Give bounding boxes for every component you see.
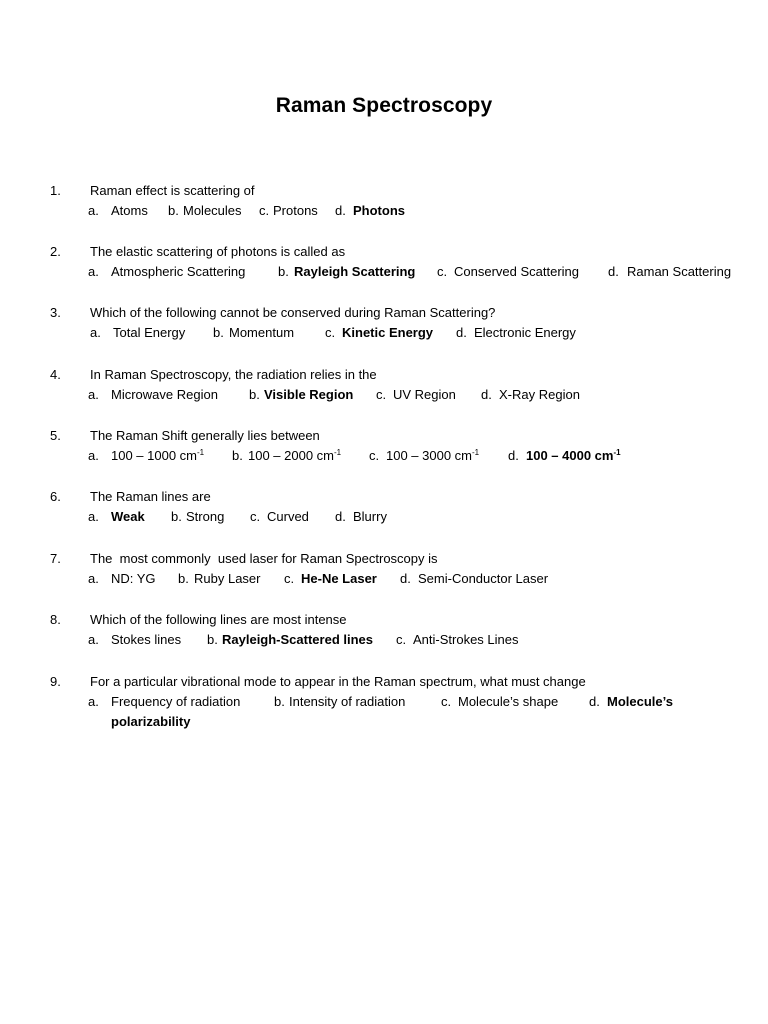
option-text: Intensity of radiation: [289, 694, 406, 709]
option-letter: a.: [90, 325, 101, 340]
option-text: X-Ray Region: [499, 387, 580, 402]
question-8: [0, 610, 768, 650]
option-letter: a.: [88, 632, 99, 647]
question-line: [0, 672, 768, 692]
option-c: [325, 323, 433, 343]
option-letter: c.: [396, 632, 407, 647]
option-b: [171, 507, 224, 527]
option-letter: d.: [608, 264, 619, 279]
option-text: Rayleigh-Scattered lines: [222, 632, 373, 647]
option-text: Rayleigh Scattering: [294, 264, 416, 279]
superscript: -1: [334, 448, 342, 457]
option-letter: b.: [178, 571, 189, 586]
question-number: 1.: [50, 183, 61, 198]
option-b: [278, 262, 415, 282]
question-text: The elastic scattering of photons is called as: [90, 244, 346, 259]
question-text: In Raman Spectroscopy, the radiation relies in the: [90, 367, 377, 382]
question-line: [0, 487, 768, 507]
question-1: [0, 181, 768, 221]
question-number: 2.: [50, 244, 61, 259]
option-b: [249, 385, 353, 405]
option-letter: c.: [284, 571, 295, 586]
question-number: 3.: [50, 305, 61, 320]
option-letter: d.: [481, 387, 492, 402]
question-text: Which of the following lines are most intense: [90, 612, 347, 627]
option-d: [589, 692, 673, 712]
option-b: [232, 446, 341, 466]
option-text: Conserved Scattering: [454, 264, 580, 279]
option-text: Electronic Energy: [474, 325, 576, 340]
option-a: [88, 201, 148, 221]
option-letter: b.: [168, 203, 179, 218]
option-letter: b.: [249, 387, 260, 402]
option-text: Total Energy: [113, 325, 186, 340]
option-d: [608, 262, 731, 282]
option-list: [0, 385, 768, 405]
question-2: [0, 242, 768, 282]
option-c: [376, 385, 456, 405]
question-text: For a particular vibrational mode to appear in the Raman spectrum, what must change: [90, 674, 586, 689]
option-letter: c.: [376, 387, 387, 402]
question-6: [0, 487, 768, 527]
option-letter: b.: [213, 325, 224, 340]
option-text: Atoms: [111, 203, 148, 218]
question-line: [0, 303, 768, 323]
question-7: [0, 549, 768, 589]
option-c: [284, 569, 377, 589]
question-number: 8.: [50, 612, 61, 627]
option-letter: a.: [88, 203, 99, 218]
question-line: [0, 365, 768, 385]
option-d: [508, 446, 621, 466]
question-line: [0, 242, 768, 262]
question-line: [0, 610, 768, 630]
option-list: [0, 262, 768, 282]
option-b: [274, 692, 405, 712]
option-a: [88, 262, 245, 282]
question-line: [0, 181, 768, 201]
question-number: 4.: [50, 367, 61, 382]
option-letter: d.: [400, 571, 411, 586]
question-number: 5.: [50, 428, 61, 443]
option-text: Atmospheric Scattering: [111, 264, 246, 279]
option-d: [335, 507, 387, 527]
option-text: UV Region: [393, 387, 456, 402]
option-letter: b.: [274, 694, 285, 709]
option-letter: a.: [88, 264, 99, 279]
option-a: [88, 446, 204, 466]
option-a: [88, 507, 145, 527]
option-text: Molecule’s shape: [458, 694, 559, 709]
question-text: The most commonly used laser for Raman Spectroscopy is: [90, 551, 438, 566]
option-letter: d.: [508, 448, 519, 463]
option-text: Weak: [111, 509, 145, 524]
option-d: [481, 385, 580, 405]
option-c: [437, 262, 579, 282]
option-d: [335, 201, 405, 221]
question-3: [0, 303, 768, 343]
option-letter: a.: [88, 694, 99, 709]
option-letter: d.: [335, 203, 346, 218]
option-text: 100 – 3000 cm: [386, 448, 473, 463]
option-c: [250, 507, 309, 527]
option-text: Raman Scattering: [627, 264, 732, 279]
option-letter: d.: [335, 509, 346, 524]
option-continuation-text: polarizability: [111, 714, 191, 729]
option-a: [88, 630, 181, 650]
option-text: Kinetic Energy: [342, 325, 434, 340]
option-list: [0, 569, 768, 589]
option-text: Protons: [273, 203, 318, 218]
option-d: [400, 569, 548, 589]
option-text: 100 – 4000 cm: [526, 448, 614, 463]
option-letter: a.: [88, 448, 99, 463]
question-number: 7.: [50, 551, 61, 566]
question-number: 6.: [50, 489, 61, 504]
option-letter: c.: [369, 448, 380, 463]
question-number: 9.: [50, 674, 61, 689]
option-list: [0, 446, 768, 466]
question-line: [0, 426, 768, 446]
option-letter: d.: [456, 325, 467, 340]
option-list: [0, 507, 768, 527]
option-d: [456, 323, 576, 343]
option-continuation: [0, 712, 768, 732]
option-text: Ruby Laser: [194, 571, 261, 586]
option-a: [88, 569, 156, 589]
option-text: Microwave Region: [111, 387, 218, 402]
option-a: [88, 385, 218, 405]
option-list: [0, 630, 768, 650]
superscript: -1: [613, 448, 621, 457]
option-letter: a.: [88, 509, 99, 524]
option-text: Frequency of radiation: [111, 694, 241, 709]
option-letter: a.: [88, 571, 99, 586]
option-c: [369, 446, 479, 466]
option-c: [259, 201, 318, 221]
page-title: Raman Spectroscopy: [275, 94, 493, 117]
option-text: ND: YG: [111, 571, 156, 586]
question-text: The Raman lines are: [90, 489, 211, 504]
option-letter: b.: [207, 632, 218, 647]
superscript: -1: [472, 448, 480, 457]
option-list: [0, 323, 768, 343]
option-text: Molecules: [183, 203, 242, 218]
option-letter: c.: [259, 203, 270, 218]
option-c: [396, 630, 519, 650]
option-letter: c.: [441, 694, 452, 709]
question-5: [0, 426, 768, 466]
option-letter: c.: [437, 264, 448, 279]
option-text: Photons: [353, 203, 405, 218]
option-b: [213, 323, 294, 343]
option-text: Momentum: [229, 325, 295, 340]
option-letter: b.: [278, 264, 289, 279]
option-text: Curved: [267, 509, 309, 524]
option-letter: c.: [250, 509, 261, 524]
option-text: Semi-Conductor Laser: [418, 571, 549, 586]
option-list: [0, 692, 768, 712]
option-c: [441, 692, 558, 712]
option-text: Strong: [186, 509, 225, 524]
question-text: Which of the following cannot be conserved during Raman Scattering?: [90, 305, 496, 320]
question-4: [0, 365, 768, 405]
question-text: Raman effect is scattering of: [90, 183, 255, 198]
option-list: [0, 201, 768, 221]
option-text: Stokes lines: [111, 632, 182, 647]
option-text: Blurry: [353, 509, 387, 524]
option-text: Anti-Strokes Lines: [413, 632, 519, 647]
option-a: [88, 692, 240, 712]
option-b: [178, 569, 260, 589]
option-letter: d.: [589, 694, 600, 709]
question-9: [0, 672, 768, 732]
option-letter: a.: [88, 387, 99, 402]
option-text: Visible Region: [264, 387, 354, 402]
option-a: [90, 323, 185, 343]
option-b: [207, 630, 373, 650]
superscript: -1: [197, 448, 205, 457]
option-text: Molecule’s: [607, 694, 673, 709]
option-letter: b.: [232, 448, 243, 463]
option-text: 100 – 2000 cm: [248, 448, 335, 463]
option-b: [168, 201, 242, 221]
question-text: The Raman Shift generally lies between: [90, 428, 320, 443]
option-letter: b.: [171, 509, 182, 524]
option-text: He-Ne Laser: [301, 571, 377, 586]
option-letter: c.: [325, 325, 336, 340]
option-text: 100 – 1000 cm: [111, 448, 198, 463]
question-line: [0, 549, 768, 569]
